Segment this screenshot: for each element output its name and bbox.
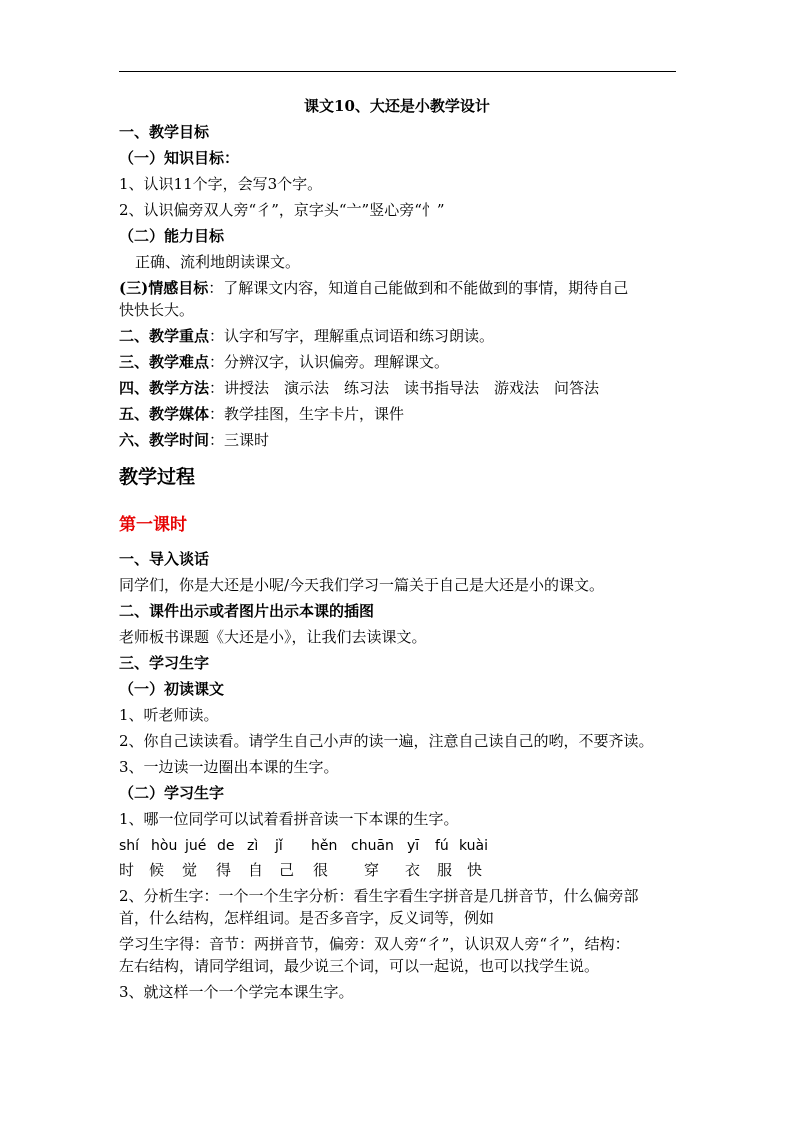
char-8: 穿 bbox=[364, 861, 380, 879]
first-read-heading: （一）初读课文 bbox=[119, 680, 225, 698]
header-rule bbox=[119, 71, 676, 72]
learn-item-1: 1、哪一位同学可以试着看拼音读一下本课的生字。 bbox=[119, 810, 459, 828]
ability-goal-text: 正确、流利地朗读课文。 bbox=[135, 253, 301, 271]
methods-text: ：讲授法 演示法 练习法 读书指导法 游戏法 问答法 bbox=[209, 379, 600, 397]
char-7: 很 bbox=[313, 861, 329, 879]
char-1: 时 bbox=[119, 861, 135, 879]
char-10: 服 bbox=[437, 861, 453, 879]
char-2: 候 bbox=[149, 861, 165, 879]
pinyin-2: hòu bbox=[151, 838, 178, 854]
new-chars-heading: 三、学习生字 bbox=[119, 654, 210, 672]
methods bbox=[119, 378, 599, 398]
first-read-item-1: 1、听老师读。 bbox=[119, 706, 219, 724]
process-heading: 教学过程 bbox=[119, 466, 196, 488]
pinyin-5: zì bbox=[247, 838, 259, 854]
emotion-goal-line-1 bbox=[119, 278, 628, 298]
learn-item-2-line-1: 2、分析生字：一个一个生字分析：看生字看生字拼音是几拼音节，什么偏旁部 bbox=[119, 887, 639, 905]
methods-label: 四、教学方法 bbox=[119, 379, 210, 397]
document-title: 课文10、大还是小教学设计 bbox=[304, 97, 490, 115]
emotion-goal-line-2: 快快长大。 bbox=[119, 301, 195, 319]
media-label: 五、教学媒体 bbox=[119, 405, 210, 423]
section-goals-heading: 一、教学目标 bbox=[119, 123, 210, 141]
intro-heading: 一、导入谈话 bbox=[119, 550, 210, 568]
knowledge-goal-heading: （一）知识目标： bbox=[119, 149, 240, 167]
knowledge-item-1: 1、认识11个字，会写3个字。 bbox=[119, 175, 323, 193]
knowledge-item-2: 2、认识偏旁双人旁“彳”，京字头“亠”竖心旁“忄” bbox=[119, 201, 445, 219]
media-text: ：教学挂图，生字卡片，课件 bbox=[209, 405, 405, 423]
media bbox=[119, 404, 404, 424]
pinyin-1: shí bbox=[119, 838, 140, 854]
characters-row bbox=[119, 860, 497, 880]
char-4: 得 bbox=[216, 861, 232, 879]
key-points bbox=[119, 326, 494, 346]
char-3: 觉 bbox=[182, 861, 198, 879]
pinyin-6: jǐ bbox=[275, 838, 283, 854]
key-points-label: 二、教学重点 bbox=[119, 327, 210, 345]
char-9: 衣 bbox=[405, 861, 421, 879]
char-5: 自 bbox=[248, 861, 264, 879]
pinyin-4: de bbox=[217, 838, 235, 854]
courseware-heading: 二、课件出示或者图片出示本课的插图 bbox=[119, 602, 375, 620]
emotion-goal-text: ：了解课文内容，知道自己能做到和不能做到的事情，期待自己 bbox=[208, 279, 629, 297]
char-11: 快 bbox=[467, 861, 483, 879]
first-lesson-heading: 第一课时 bbox=[119, 515, 187, 535]
pinyin-7: hěn bbox=[311, 838, 338, 854]
example-line-2: 左右结构，请同学组词，最少说三个词，可以一起说，也可以找学生说。 bbox=[119, 957, 600, 975]
learn-item-2-line-2: 首，什么结构，怎样组词。是否多音字，反义词等，例如 bbox=[119, 909, 495, 927]
pinyin-10: fú bbox=[435, 838, 449, 854]
emotion-goal-heading: (三)情感目标 bbox=[119, 279, 209, 297]
char-6: 己 bbox=[279, 861, 295, 879]
learn-item-3: 3、就这样一个一个学完本课生字。 bbox=[119, 983, 354, 1001]
pinyin-row bbox=[119, 836, 499, 856]
pinyin-8: chuān bbox=[351, 838, 394, 854]
difficulties bbox=[119, 352, 449, 372]
time-label: 六、教学时间 bbox=[119, 431, 210, 449]
first-read-item-3: 3、一边读一边圈出本课的生字。 bbox=[119, 758, 339, 776]
teaching-time bbox=[119, 430, 269, 450]
key-points-text: ：认字和写字，理解重点词语和练习朗读。 bbox=[209, 327, 495, 345]
learn-chars-heading: （二）学习生字 bbox=[119, 784, 225, 802]
first-read-item-2: 2、你自己读读看。请学生自己小声的读一遍，注意自己读自己的哟，不要齐读。 bbox=[119, 732, 654, 750]
intro-text: 同学们，你是大还是小呢/今天我们学习一篇关于自己是大还是小的课文。 bbox=[119, 576, 605, 594]
pinyin-11: kuài bbox=[459, 838, 489, 854]
time-text: ：三课时 bbox=[209, 431, 270, 449]
pinyin-9: yī bbox=[407, 838, 420, 854]
example-line-1: 学习生字得：音节：两拼音节，偏旁：双人旁“彳”，认识双人旁“彳”，结构： bbox=[119, 935, 630, 953]
pinyin-3: jué bbox=[185, 838, 207, 854]
difficulties-label: 三、教学难点 bbox=[119, 353, 210, 371]
difficulties-text: ：分辨汉字，认识偏旁。理解课文。 bbox=[209, 353, 450, 371]
ability-goal-heading: （二）能力目标 bbox=[119, 227, 225, 245]
courseware-text: 老师板书课题《大还是小》，让我们去读课文。 bbox=[119, 628, 427, 646]
